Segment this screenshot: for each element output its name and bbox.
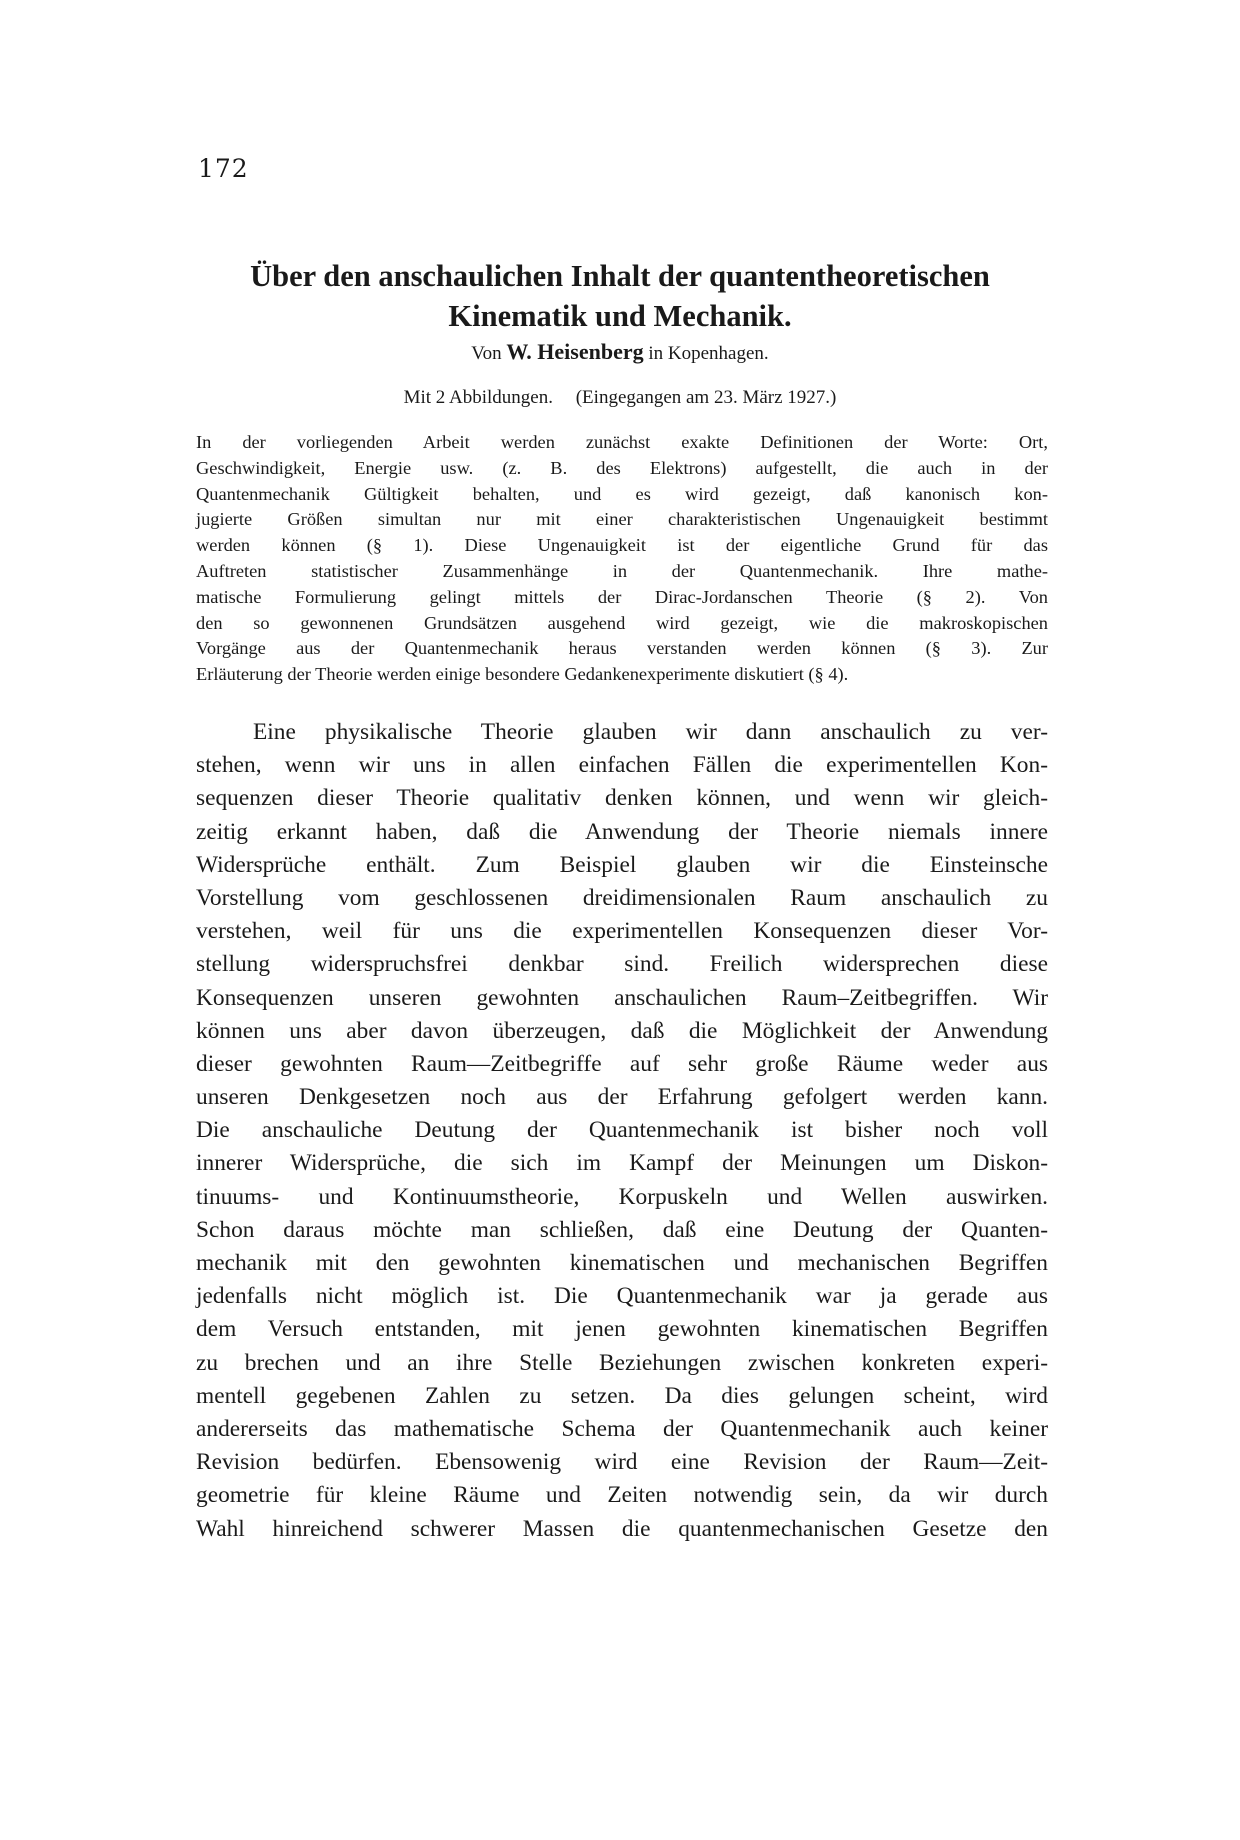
- body-line: dieser gewohnten Raum—Zeitbegriffe auf sehr große Räume weder aus: [196, 1050, 1048, 1077]
- abstract-line: Quantenmechanik Gültigkeit behalten, und es wird gezeigt, daß kanonisch kon-: [196, 483, 1048, 504]
- body-line: stellung widerspruchsfrei denkbar sind. Freilich widersprechen diese: [196, 951, 1048, 978]
- abstract-line: Erläuterung der Theorie werden einige besondere Gedankenexperimente diskutiert (§ 4).: [196, 664, 849, 685]
- body-line: Revision bedürfen. Ebensowenig wird eine Revision der Raum—Zeit-: [196, 1449, 1048, 1476]
- abstract-line: Vorgänge aus der Quantenmechanik heraus verstanden werden können (§ 3). Zur: [196, 638, 1048, 659]
- author-line: [190, 339, 1050, 365]
- body-line: Konsequenzen unseren gewohnten anschaulichen Raum–Zeitbegriffen. Wir: [196, 984, 1048, 1011]
- article-title: [190, 256, 1050, 336]
- body-line: Eine physikalische Theorie glauben wir dann anschaulich zu ver-: [253, 719, 1048, 745]
- body-line: mentell gegebenen Zahlen zu setzen. Da dies gelungen scheint, wird: [196, 1382, 1048, 1409]
- title-line: Kinematik und Mechanik.: [448, 299, 792, 333]
- body-text: [196, 716, 1048, 1546]
- received-line: [190, 387, 1050, 409]
- body-line: verstehen, weil für uns die experimentellen Konsequenzen dieser Vor-: [196, 918, 1048, 945]
- author-prefix: Von: [471, 343, 502, 364]
- body-line: unseren Denkgesetzen noch aus der Erfahrung gefolgert werden kann.: [196, 1084, 1048, 1111]
- page-number: 172: [198, 154, 249, 183]
- abstract: [196, 430, 1048, 688]
- abstract-line: den so gewonnenen Grundsätzen ausgehend wird gezeigt, wie die makroskopischen: [196, 612, 1048, 633]
- body-line: Widersprüche enthält. Zum Beispiel glauben wir die Einsteinsche: [196, 851, 1048, 878]
- body-line: stehen, wenn wir uns in allen einfachen Fällen die experimentellen Kon-: [196, 752, 1048, 779]
- abstract-line: jugierte Größen simultan nur mit einer charakteristischen Ungenauigkeit bestimmt: [196, 509, 1048, 530]
- abstract-line: Auftreten statistischer Zusammenhänge in der Quantenmechanik. Ihre mathe-: [196, 560, 1048, 581]
- body-line: sequenzen dieser Theorie qualitativ denken können, und wenn wir gleich-: [196, 785, 1048, 812]
- body-line: jedenfalls nicht möglich ist. Die Quantenmechanik war ja gerade aus: [196, 1283, 1048, 1310]
- abstract-line: Geschwindigkeit, Energie usw. (z. B. des Elektrons) aufgestellt, die auch in der: [196, 457, 1048, 478]
- body-line: Schon daraus möchte man schließen, daß eine Deutung der Quanten-: [196, 1216, 1048, 1243]
- body-line: geometrie für kleine Räume und Zeiten notwendig sein, da wir durch: [196, 1482, 1048, 1509]
- body-line: innerer Widersprüche, die sich im Kampf der Meinungen um Diskon-: [196, 1150, 1048, 1177]
- title-line: Über den anschaulichen Inhalt der quantentheoretischen: [250, 259, 990, 293]
- received-date: (Eingegangen am 23. März 1927.): [575, 387, 837, 408]
- figure-count: Mit 2 Abbildungen.: [403, 387, 553, 408]
- body-line: zeitig erkannt haben, daß die Anwendung der Theorie niemals innere: [196, 818, 1048, 845]
- body-line: zu brechen und an ihre Stelle Beziehungen zwischen konkreten experi-: [196, 1349, 1048, 1376]
- body-line: Die anschauliche Deutung der Quantenmechanik ist bisher noch voll: [196, 1117, 1048, 1144]
- abstract-line: werden können (§ 1). Diese Ungenauigkeit ist der eigentliche Grund für das: [196, 535, 1048, 556]
- author-name: W. Heisenberg: [506, 339, 644, 364]
- abstract-line: In der vorliegenden Arbeit werden zunächst exakte Definitionen der Worte: Ort,: [196, 432, 1048, 452]
- body-line: andererseits das mathematische Schema der Quantenmechanik auch keiner: [196, 1415, 1048, 1442]
- body-line: Wahl hinreichend schwerer Massen die quantenmechanischen Gesetze den: [196, 1515, 1048, 1542]
- body-line: dem Versuch entstanden, mit jenen gewohnten kinematischen Begriffen: [196, 1316, 1048, 1343]
- abstract-line: matische Formulierung gelingt mittels der Dirac-Jordanschen Theorie (§ 2). Von: [196, 586, 1048, 607]
- body-line: Vorstellung vom geschlossenen dreidimensionalen Raum anschaulich zu: [196, 884, 1048, 911]
- body-line: mechanik mit den gewohnten kinematischen und mechanischen Begriffen: [196, 1250, 1048, 1276]
- author-location: in Kopenhagen.: [648, 343, 769, 364]
- body-line: können uns aber davon überzeugen, daß die Möglichkeit der Anwendung: [196, 1017, 1048, 1044]
- body-line: tinuums- und Kontinuumstheorie, Korpuskeln und Wellen auswirken.: [196, 1183, 1048, 1210]
